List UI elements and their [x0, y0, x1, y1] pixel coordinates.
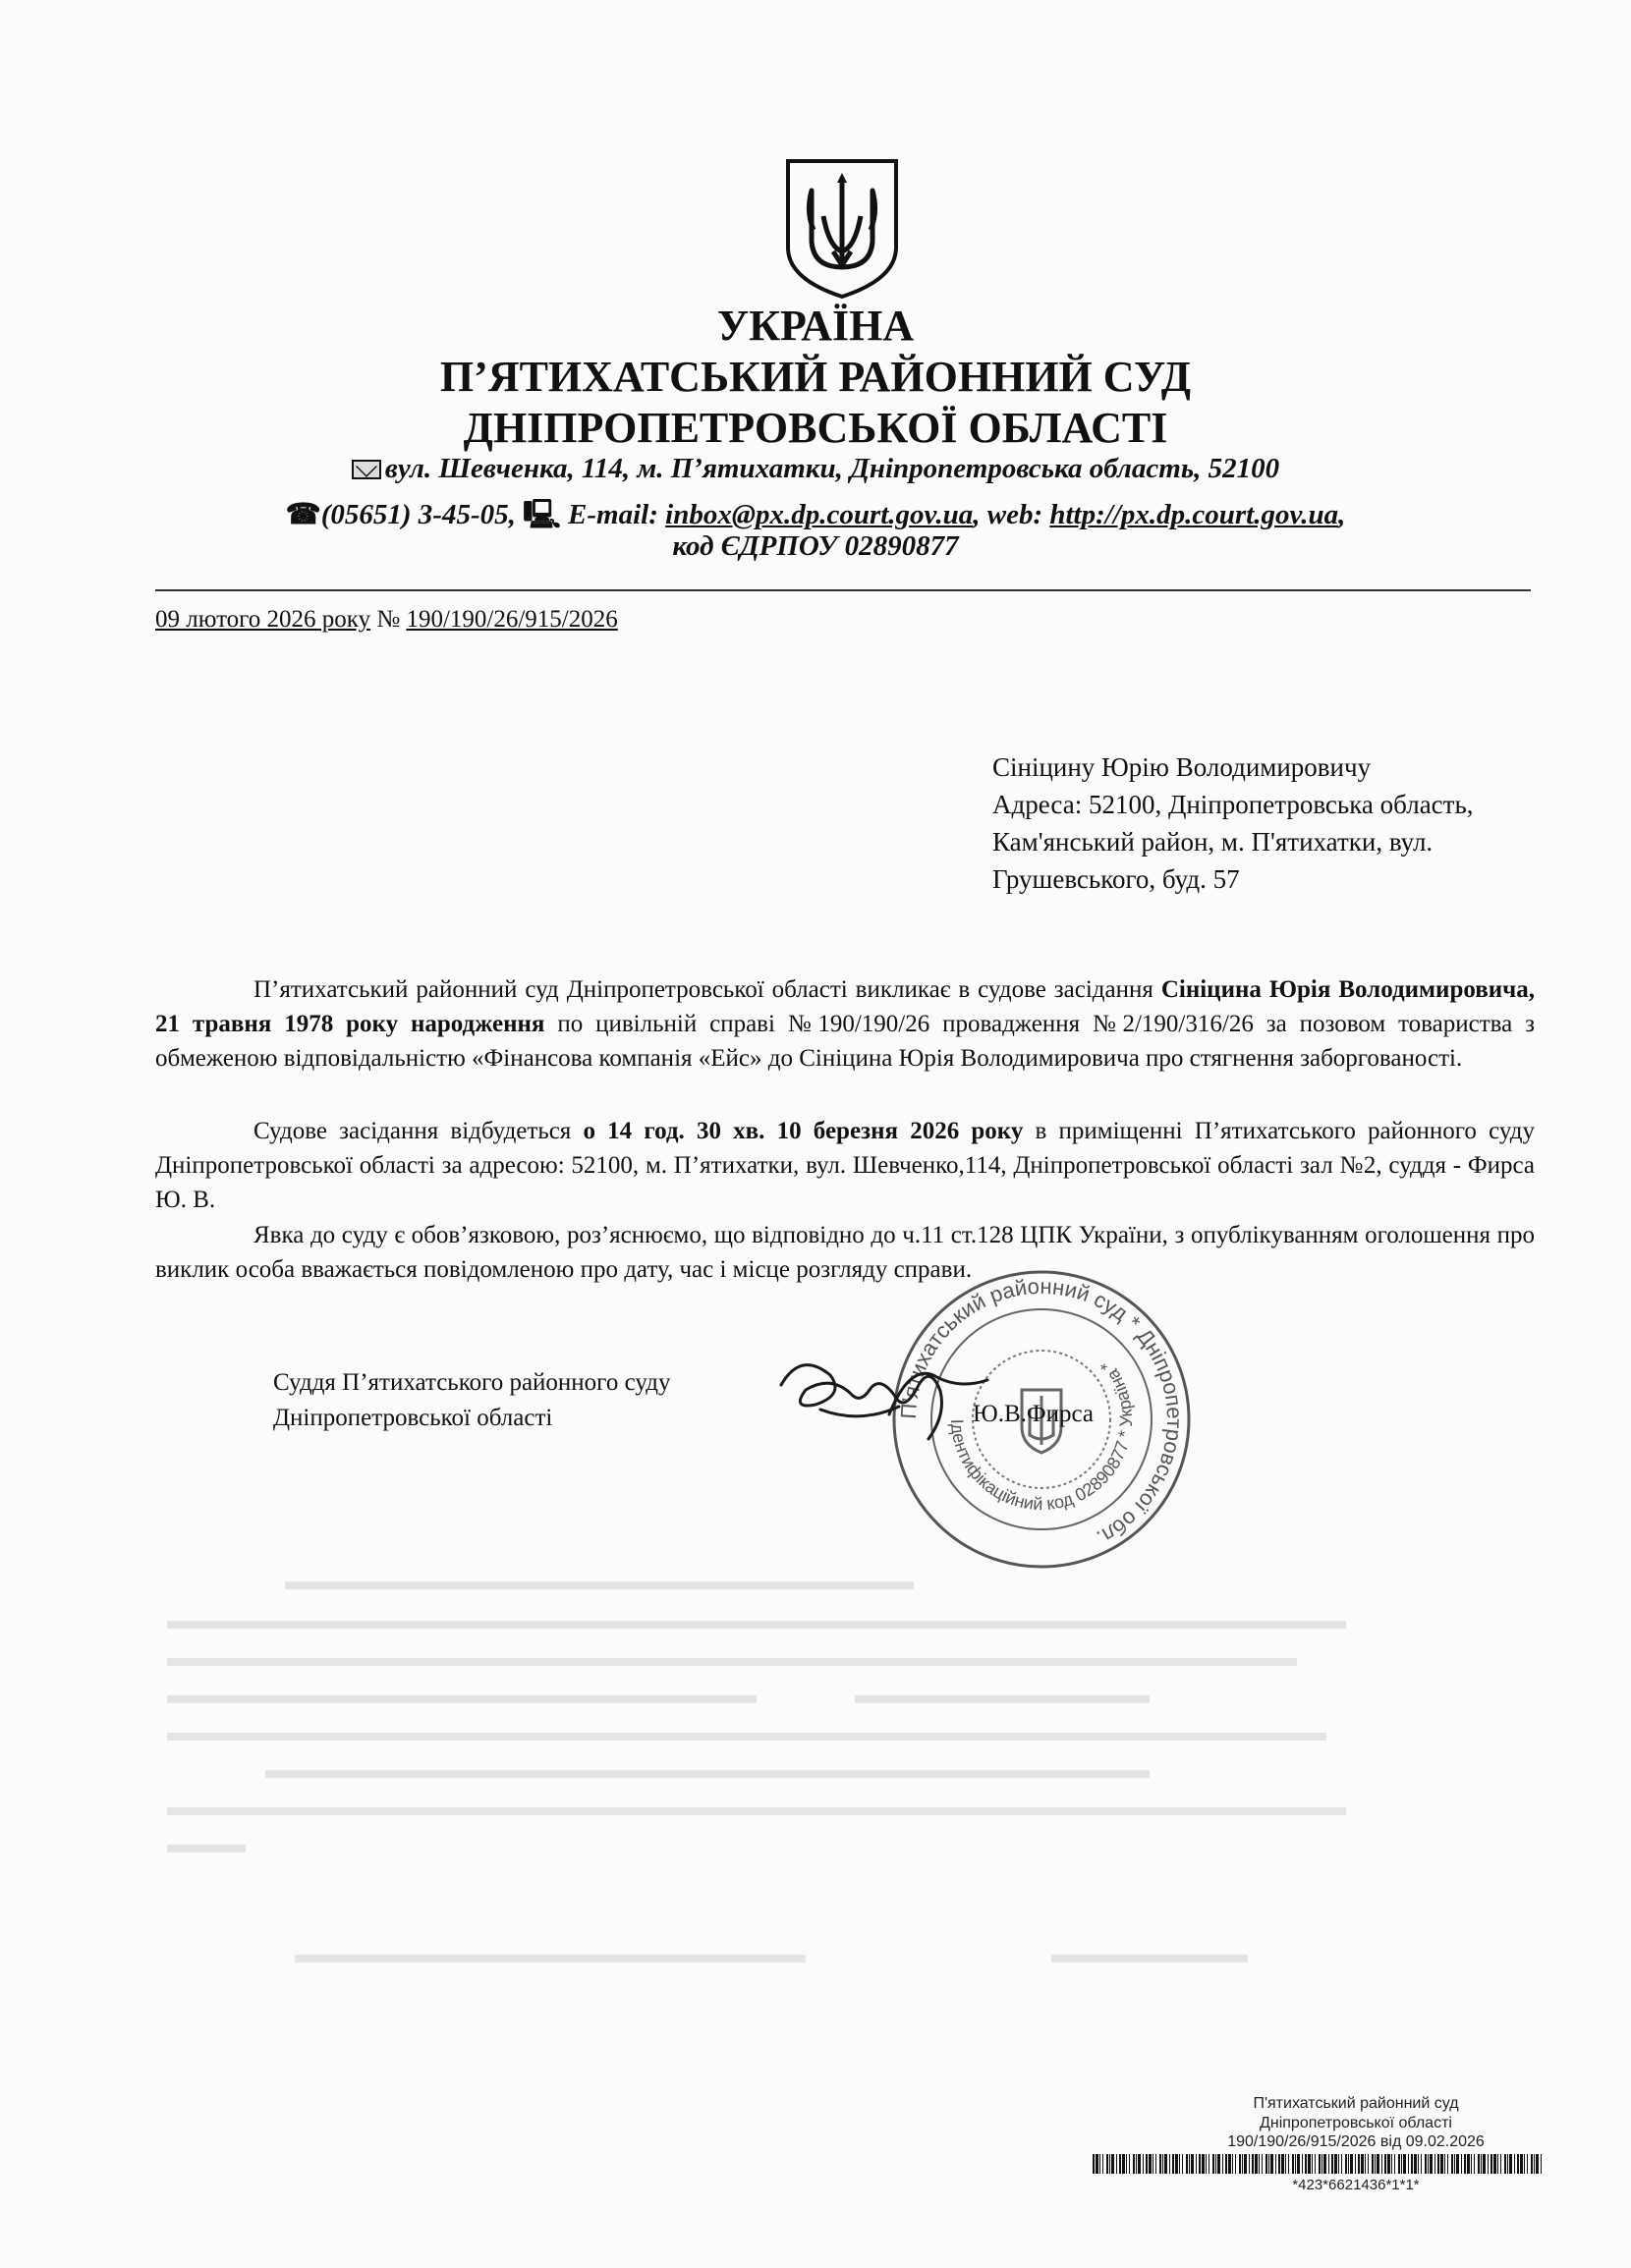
summons-paragraph-2	[155, 1114, 1535, 1217]
court-address-text: вул. Шевченка, 114, м. П’ятихатки, Дніпропетровська область, 52100	[384, 453, 1280, 484]
web-label: , web:	[973, 499, 1043, 530]
court-name-line2: ДНІПРОПЕТРОВСЬКОЇ ОБЛАСТІ	[463, 404, 1168, 452]
signature-title-line2: Дніпропетровської області	[273, 1405, 553, 1431]
web-tail: ,	[1338, 499, 1346, 530]
stamp-outer-text: П’ятихатський районний суд * Дніпропетровської обл.	[895, 1273, 1188, 1551]
court-edrpou: код ЄДРПОУ 02890877	[672, 530, 959, 562]
header-divider	[155, 589, 1531, 591]
addressee-address: Адреса: 52100, Дніпропетровська область, Кам'янський район, м. П'ятихатки, вул. Грушевського, буд. 57	[992, 790, 1474, 894]
envelope-icon	[352, 460, 381, 479]
p2-text-c: в приміщенні П’ятихатського районного суду Дніпропетровської області за адресою: 52100, м. П’ятихатки, вул. Шевченко,114, Дніпропетровської області зал №2, суддя - Фирса Ю. В.	[155, 1118, 1535, 1213]
registration-court: П'ятихатський районний суд	[1253, 2095, 1459, 2112]
computer-icon: 🖳	[523, 499, 561, 530]
country-title: УКРАЇНА	[716, 302, 915, 350]
judge-signature	[761, 1346, 1017, 1454]
addressee-name: Сініцину Юрію Володимировичу	[992, 752, 1372, 782]
document-number: 190/190/26/915/2026	[406, 606, 618, 633]
registration-number: 190/190/26/915/2026 від 09.02.2026	[1227, 2133, 1485, 2150]
p1-text-a: П’ятихатський районний суд Дніпропетровської області викликає в судове засідання	[253, 976, 1161, 1003]
document-reference	[155, 606, 618, 634]
summons-paragraph-3: Явка до суду є обов’язковою, роз’яснюємо, що відповідно до ч.11 ст.128 ЦПК України, з опублікуванням оголошення про виклик особа вважається повідомленою про дату, час і місце розгляду справи.	[155, 1222, 1535, 1283]
barcode-text: *423*6621436*1*1*	[1292, 2177, 1420, 2193]
p1-text-c: по цивільній справі №190/190/26 провадження №2/190/316/26 за позовом товариства з обмеженою відповідальністю «Фінансова компанія «Ейс» до Сініцина Юрія Володимировича про стягнення заборгованості.	[155, 1011, 1535, 1072]
court-web-link[interactable]: http://px.dp.court.gov.ua	[1049, 499, 1339, 530]
registration-region: Дніпропетровської області	[1260, 2115, 1452, 2131]
p2-datetime-bold: о 14 год. 30 хв. 10 березня 2026 року	[583, 1118, 1024, 1144]
telephone-icon: ☎	[285, 499, 321, 530]
court-email-link[interactable]: inbox@px.dp.court.gov.ua	[665, 499, 974, 530]
signature-title-line1: Суддя П’ятихатського районного суду	[273, 1369, 671, 1396]
stamp-inner-text: Ідентифікаційний код 02890877 * Україна *	[946, 1355, 1137, 1515]
summons-paragraph-1	[155, 972, 1535, 1076]
document-date: 09 лютого 2026 року	[155, 606, 371, 633]
judge-name: Ю.В.Фирса	[973, 1401, 1094, 1427]
email-label: E-mail:	[568, 499, 658, 530]
p2-text-a: Судове засідання відбудеться	[253, 1118, 584, 1144]
court-address	[0, 453, 1631, 485]
court-phone: (05651) 3-45-05,	[320, 499, 516, 530]
bleed-through-background	[167, 1562, 1444, 2053]
trident-coat-of-arms-icon	[784, 157, 900, 301]
barcode	[1093, 2154, 1545, 2174]
addressee-block	[992, 748, 1543, 898]
number-label: №	[370, 606, 407, 633]
court-name-line1: П’ЯТИХАТСЬКИЙ РАЙОННИЙ СУД	[439, 353, 1192, 401]
p1-defendant-bold: Сініцина Юрія Володимировича, 21 травня 1978 року народження	[155, 976, 1535, 1037]
